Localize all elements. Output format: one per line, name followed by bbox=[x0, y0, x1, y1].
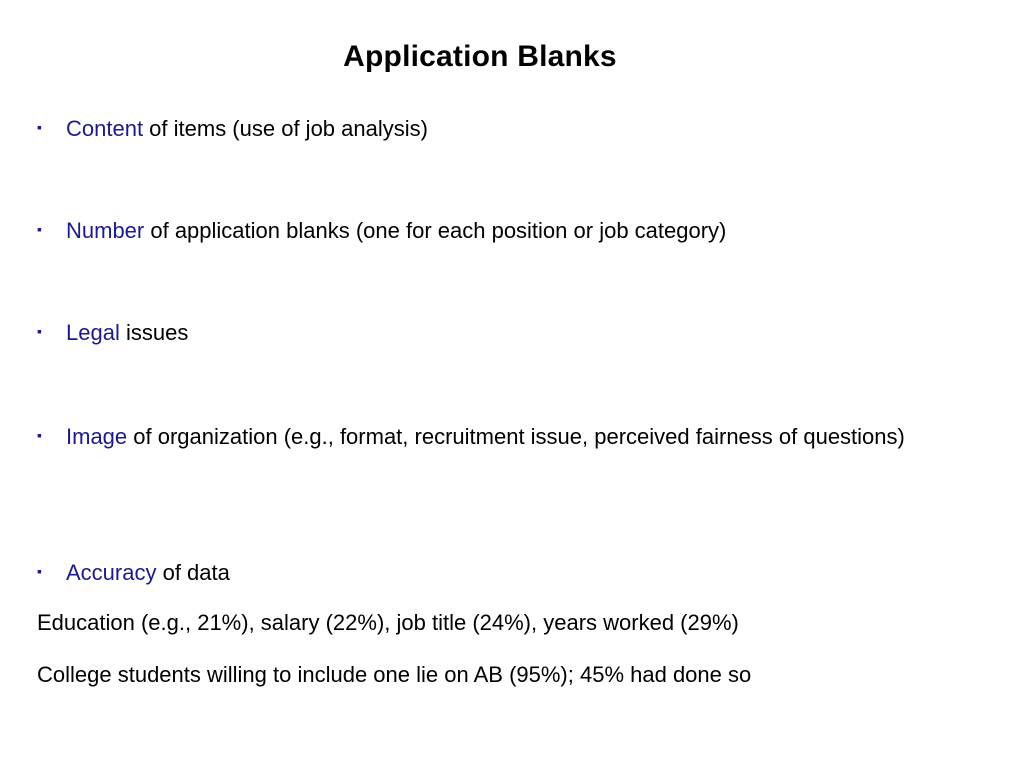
bullet-keyword: Image bbox=[66, 424, 128, 449]
bullet-text: issues bbox=[119, 320, 189, 345]
bullet-item-image bbox=[37, 420, 977, 455]
bullet-keyword: Legal bbox=[66, 320, 120, 345]
bullet-text: of application blanks (one for each position or job category) bbox=[144, 218, 727, 243]
bullet-keyword: Number bbox=[66, 218, 145, 243]
bullet-text: of items (use of job analysis) bbox=[143, 116, 428, 141]
bullet-keyword: Content bbox=[66, 116, 144, 141]
bullet-icon: ▪ bbox=[37, 221, 42, 238]
note-line-college-students: College students willing to include one lie on AB (95%); 45% had done so bbox=[37, 662, 752, 687]
bullet-item-accuracy bbox=[37, 556, 230, 591]
bullet-text: of organization (e.g., format, recruitment issue, perceived fairness of questions) bbox=[127, 424, 905, 449]
bullet-item-legal bbox=[37, 316, 188, 351]
bullet-keyword: Accuracy bbox=[66, 560, 157, 585]
bullet-text: of data bbox=[156, 560, 230, 585]
slide-title: Application Blanks bbox=[343, 40, 617, 73]
bullet-icon: ▪ bbox=[37, 563, 42, 580]
bullet-icon: ▪ bbox=[37, 119, 42, 136]
bullet-icon: ▪ bbox=[37, 427, 42, 444]
bullet-item-number bbox=[37, 214, 726, 249]
note-line-accuracy-stats: Education (e.g., 21%), salary (22%), job title (24%), years worked (29%) bbox=[37, 610, 739, 635]
bullet-icon: ▪ bbox=[37, 323, 42, 340]
bullet-item-content bbox=[37, 112, 428, 147]
